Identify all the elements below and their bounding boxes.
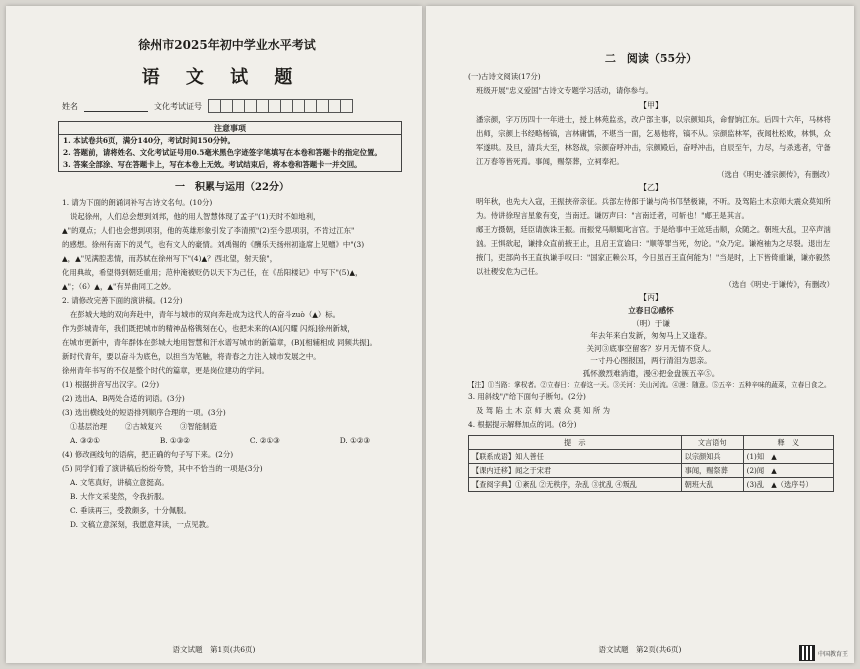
id-boxes[interactable]: [208, 99, 353, 113]
text-line: ▲"的观点；人们也会想到项羽，他的英雄形象引发了李清照"(2)至今思项羽，不肯过江东": [62, 226, 355, 235]
page-footer: 语文试题 第2页(共6页): [598, 645, 682, 654]
passage-bing-label: 【丙】: [639, 293, 663, 302]
table-row: [469, 464, 834, 478]
text-line: 在彭城大地的双向奔赴中，青年与城市的双向奔赴成为这代人的奋斗zuò（▲）标。: [70, 310, 341, 319]
text-line: 徐州青年书写的不仅是整个时代的篇章，更是岗位建功的学问。: [62, 366, 269, 375]
poem-line: 一寸丹心图报国，两行清泪为思亲。: [590, 356, 712, 365]
notice-item: 2. 答题前，请将姓名、文化考试证号用0.5毫米黑色字迹签字笔填写在本卷和答题卡的指定位置。: [63, 148, 382, 157]
text-line: 作为彭城青年，我们既把城市的精神品格镌刻在心，也把未来的(A)[闪耀 闪烁]徐州新城，: [62, 324, 355, 333]
text-line: 的感想。徐州有南下的灵气，也有文人的豪情。刘禹锡的《酬乐天扬州初逢席上见赠》中"(3): [62, 240, 365, 249]
table-cell[interactable]: (1)知 ▲: [743, 450, 833, 464]
answer-table: [468, 435, 834, 492]
part-title: (一)古诗文阅读(17分): [468, 72, 541, 81]
passage-text: 潘宗颜，字万历四十一年进士，授上林苑监丞，改户部主事，以宗颜知兵，命督饷江东。后四十六年，马林将出师，宗颜上书经略杨镐，言林庸懦，不堪当一面，乞易他将，镐不从。宗颜监林军，夜闻杜松败，林惧，众军遂哄。及旦，清兵大至，林怒战，宗颜奋呼冲击，宗颜殿后，奋呼冲击，自辰至午，力尽，与杀逃者，守备江万春等皆死焉。事闻，赐祭葬，立祠奉祀。: [476, 115, 831, 166]
sub-question: (5) 同学们看了演讲稿后纷纷夸赞，其中不恰当的一项是(3分): [62, 464, 263, 473]
poem-line: 年去年来白发新，匆匆马上又逢春。: [590, 331, 712, 340]
sub-question: (4) 修改画线句的语病，把正确的句子写下来。(2分): [62, 450, 234, 459]
text-line: 新时代青年，要以奋斗为底色，以担当为笔触，将青春之力注入城市发展之中。: [62, 352, 321, 361]
passage-text: 明年秋，也先大入寇，王振挟帝亲征。兵部左侍郎于谦与尚书邝埜极谏，不听。及驾陷土木京师大震众莫知所为。侍讲徐珵言星象有变，当南迁。谦厉声曰："言南迁者，可斩也！"郕王是其言。: [476, 197, 831, 220]
name-field[interactable]: [84, 101, 148, 112]
question-2: [62, 294, 402, 532]
passage-yi-label: 【乙】: [639, 183, 663, 192]
table-cell[interactable]: (3)乱 ▲（选序号）: [743, 478, 833, 492]
notice-title: 注意事项: [59, 122, 401, 135]
table-header: 文言语句: [681, 436, 743, 450]
text-line: 化用典故，希望得到朝廷重用；范仲淹被贬仍以天下为己任，在《岳阳楼记》中写下"(5)▲，: [62, 268, 363, 277]
question-3: [468, 390, 834, 432]
table-cell: 以宗颜知兵: [681, 450, 743, 464]
passage-jia-label: 【甲】: [639, 101, 663, 110]
table-row: [469, 450, 834, 464]
reading-part: [468, 70, 834, 98]
choice[interactable]: B. 大作文采斐然，令我折服。: [70, 492, 169, 501]
table-header: 释 义: [743, 436, 833, 450]
question-1: [62, 196, 402, 294]
answer-options: [62, 434, 370, 448]
phrase: ③智能制造: [179, 422, 217, 431]
name-label: 姓名: [62, 101, 78, 111]
sentence-to-punctuate[interactable]: 及 驾 陷 土 木 京 师 大 震 众 莫 知 所 为: [476, 406, 611, 415]
choice[interactable]: C. 垂读再三，受教颇多，十分佩服。: [70, 506, 191, 515]
question-stem: 2. 请修改完善下面的演讲稿。(12分): [62, 296, 183, 305]
option[interactable]: A. ③②①: [70, 436, 100, 445]
option[interactable]: C. ②①③: [249, 436, 280, 445]
section-heading: 二 阅读（55分）: [604, 52, 698, 65]
table-cell[interactable]: (2)闻 ▲: [743, 464, 833, 478]
candidate-info-row: [62, 99, 402, 113]
sub-question: (3) 选出横线处的短语排列顺序合理的一项。(3分): [62, 408, 226, 417]
right-page: [426, 6, 854, 663]
passage-source: （选自《明史·潘宗颜传》，有删改）: [717, 170, 834, 179]
intro-text: 班级开展"忠义爱国"古诗文专题学习活动，请你参与。: [476, 86, 653, 95]
poem-title: 立春日②感怀: [628, 306, 674, 315]
exam-title: 徐州市2025年初中学业水平考试: [138, 38, 316, 52]
id-label: 文化考试证号: [154, 101, 202, 111]
passage-source: （选自《明史·于谦传》，有删改）: [724, 280, 834, 289]
choice[interactable]: D. 文稿立意深刻，我愿意拜读，一点见教。: [70, 520, 214, 529]
table-header-row: [469, 436, 834, 450]
phrase: ①基层治理: [70, 422, 107, 431]
passage-jia: [468, 113, 834, 169]
annotation-note: 【注】①当路：掌权者。②立春日：立春这一天。③关河：关山河流。④漫：随意。⑤五辛：五种辛味的蔬菜，立春日食之。: [468, 381, 831, 389]
option[interactable]: D. ①②③: [339, 436, 370, 445]
text-line: ▲，▲"见满腔悲情，而苏轼在徐州写下"(4)▲？西北望，射天狼"，: [62, 254, 278, 263]
table-cell: 【课内迁移】闻之于宋君: [469, 464, 682, 478]
page-footer: 语文试题 第1页(共6页): [172, 645, 256, 654]
qr-code-icon: [799, 645, 815, 661]
text-line: 在城市更新中，青年群体在彭城大地用智慧和汗水谱写城市的新篇章，(B)[相辅相成 同频共振]。: [62, 338, 377, 347]
sub-question: (2) 选出A、B两处合适的词语。(3分): [62, 394, 185, 403]
phrase: ②古城复兴: [124, 422, 162, 431]
subject-title: 语 文 试 题: [141, 67, 303, 88]
table-header: 提 示: [469, 436, 682, 450]
option[interactable]: B. ①③②: [159, 436, 190, 445]
poem-line: 孤怀激烈难消遣，漫④把金盘簇五辛⑤。: [582, 368, 720, 378]
watermark: [799, 645, 848, 661]
question-stem: 1. 请为下面的朗诵词补写古诗文名句。(10分): [62, 198, 213, 207]
choice[interactable]: A. 文笔真好，讲稿立意挺高。: [70, 478, 169, 487]
poem-line: 关河③底事空留客？岁月无情不贷人。: [586, 343, 716, 353]
sub-question: (1) 根据拼音写出汉字。(2分): [62, 380, 160, 389]
notice-item: 3. 答案全部涂、写在答题卡上，写在本卷上无效。考试结束后，将本卷和答题卡一并交回。: [63, 160, 362, 169]
watermark-text: 中国教育王: [817, 650, 848, 658]
section-heading: 一 积累与运用（22分）: [175, 182, 289, 193]
table-cell: 朝班大乱: [681, 478, 743, 492]
notice-item: 1. 本试卷共6页，满分140分，考试时间150分钟。: [63, 136, 235, 145]
left-page: [6, 6, 422, 663]
text-line: ▲"；（6）▲，▲"有异曲同工之妙。: [62, 282, 176, 291]
table-cell: 【联系成语】知人善任: [469, 450, 682, 464]
notice-box: [58, 121, 402, 172]
phrase-options: [62, 420, 402, 434]
text-line: 说起徐州，人们总会想到刘邦，他的用人智慧体现了孟子"(1)天时不如地利，: [70, 212, 321, 221]
table-row: [469, 478, 834, 492]
poem-author: （明）于谦: [632, 318, 670, 328]
table-cell: 事闻，赐祭葬: [681, 464, 743, 478]
question-stem: 4. 根据提示解释加点的词。(8分): [468, 420, 577, 429]
table-cell: 【查阅字典】①紊乱 ②无秩序，杂乱 ③扰乱 ④叛乱: [469, 478, 682, 492]
question-stem: 3. 用斜线"/"给下面句子断句。(2分): [468, 392, 586, 401]
passage-text: 郕王方摄朝，廷臣请族诛王振。而振党马顺辄叱言官。于是给事中王竑廷击顺，众随之。朝班大乱，卫卒声汹汹。王惧欲起，谦排众直前掖王止，且启王宣谕曰："顺等罪当死，勿论。"众乃定。谦袍袖为之尽裂。退出左掖门，吏部尚书王直执谦手叹曰："国家正赖公耳，今日虽百王直何能为！"当是时，上下皆倚重谦，谦亦毅然以社稷安危为己任。: [476, 225, 831, 276]
poem: [468, 305, 834, 380]
passage-yi: [468, 195, 834, 279]
